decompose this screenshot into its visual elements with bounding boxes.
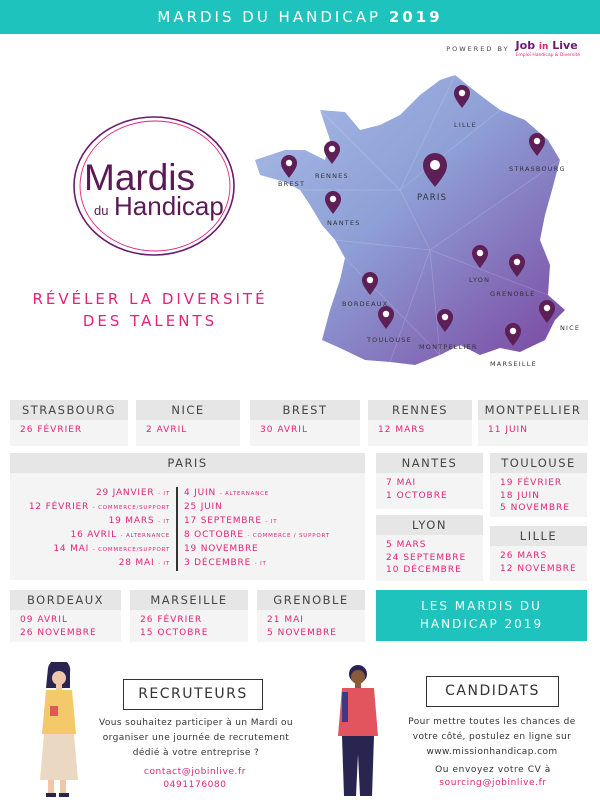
card-title: LYON — [376, 515, 483, 535]
card-title: LILLE — [490, 526, 587, 546]
paris-event: 12 FÉVRIER - COMMERCE/SUPPORT — [28, 502, 170, 512]
card-title: BORDEAUX — [10, 590, 121, 610]
card-strasbourg — [10, 400, 128, 446]
brand-in: in — [538, 42, 549, 52]
city-toulouse: TOULOUSE — [367, 336, 412, 344]
card-title: NANTES — [376, 453, 483, 473]
recruteurs-text-line: Vous souhaitez participer à un Mardi ou — [98, 718, 294, 728]
card-title: TOULOUSE — [490, 453, 587, 473]
card-lyon — [376, 515, 483, 581]
card-date: 18 JUIN — [500, 490, 540, 501]
banner-line1: LES MARDIS DU — [421, 599, 542, 613]
card-grenoble — [257, 590, 365, 642]
france-map — [250, 55, 600, 380]
card-title: PARIS — [10, 453, 365, 473]
city-montpellier: MONTPELLIER — [419, 343, 478, 351]
candidats-cv-label: Ou envoyez votre CV à — [435, 765, 551, 775]
card-date: 5 NOVEMBRE — [500, 503, 570, 513]
card-date: 26 FÉVRIER — [20, 425, 83, 435]
recruteurs-phone[interactable]: 0491176080 — [163, 780, 227, 790]
card-date: 10 DÉCEMBRE — [386, 565, 462, 575]
brand-live: Live — [552, 39, 578, 52]
header-year: 2019 — [388, 8, 443, 26]
paris-event: 17 SEPTEMBRE - IT — [184, 516, 278, 526]
card-montpellier — [478, 400, 588, 446]
paris-event: 25 JUIN — [184, 502, 223, 512]
paris-dates-left — [10, 487, 178, 571]
card-title: GRENOBLE — [257, 590, 365, 610]
city-strasbourg: STRASBOURG — [509, 165, 566, 173]
city-brest: BREST — [278, 180, 306, 188]
card-date: 12 MARS — [378, 425, 426, 435]
candidats-button[interactable]: CANDIDATS — [426, 676, 559, 707]
city-nantes: NANTES — [327, 219, 361, 227]
paris-dates-right — [178, 487, 330, 571]
city-bordeaux: BORDEAUX — [342, 300, 389, 308]
logo-word-mardis: Mardis — [84, 157, 196, 198]
candidats-text-line: votre côté, postulez en ligne sur — [412, 732, 572, 742]
candidats-text — [386, 715, 598, 760]
candidats-email[interactable]: sourcing@jobinlive.fr — [439, 778, 547, 788]
city-lille: LILLE — [454, 121, 477, 129]
recruteurs-button[interactable]: RECRUTEURS — [123, 679, 263, 710]
candidate-illustration — [332, 662, 384, 800]
card-nantes — [376, 453, 483, 509]
card-date: 15 OCTOBRE — [140, 627, 209, 638]
card-title: STRASBOURG — [10, 400, 128, 420]
city-lyon: LYON — [469, 276, 491, 284]
mardis-banner — [376, 590, 587, 641]
paris-event: 16 AVRIL - ALTERNANCE — [70, 530, 170, 540]
tagline-line2: DES TALENTS — [82, 312, 218, 330]
card-date: 5 NOVEMBRE — [267, 627, 337, 638]
card-date: 12 NOVEMBRE — [500, 563, 577, 574]
logo-word-du: du — [94, 203, 109, 218]
card-date: 30 AVRIL — [260, 425, 308, 435]
card-brest — [250, 400, 360, 446]
mardis-logo — [64, 112, 244, 260]
logo-word-handicap: Handicap — [114, 191, 224, 221]
card-date: 26 FÉVRIER — [140, 615, 203, 625]
card-rennes — [368, 400, 472, 446]
card-title: RENNES — [368, 400, 472, 420]
city-paris: PARIS — [417, 193, 448, 203]
city-marseille: MARSEILLE — [490, 360, 537, 368]
candidats-text-line: Pour mettre toutes les chances de — [408, 717, 576, 727]
candidats-website[interactable]: www.missionhandicap.com — [426, 747, 558, 757]
tagline-line1: RÉVÉLER LA DIVERSITÉ — [32, 290, 268, 308]
card-date: 1 OCTOBRE — [386, 490, 448, 501]
card-lille — [490, 526, 587, 581]
card-date: 2 AVRIL — [146, 425, 188, 435]
city-grenoble: GRENOBLE — [490, 290, 536, 298]
france-shape — [255, 75, 565, 365]
paris-event: 29 JANVIER - IT — [95, 488, 170, 498]
paris-event: 8 OCTOBRE - COMMERCE / SUPPORT — [184, 530, 330, 540]
powered-by-label: POWERED BY — [446, 45, 510, 53]
card-nice — [136, 400, 240, 446]
card-date: 09 AVRIL — [20, 615, 68, 625]
card-date: 7 MAI — [386, 478, 417, 488]
card-title: MARSEILLE — [130, 590, 248, 610]
banner-line2: HANDICAP 2019 — [419, 617, 544, 631]
card-bordeaux — [10, 590, 121, 642]
card-date: 24 SEPTEMBRE — [386, 552, 467, 563]
recruteurs-text-line: organiser une journée de recrutement — [102, 733, 290, 743]
paris-event: 14 MAI - COMMERCE/SUPPORT — [53, 544, 170, 554]
card-title: NICE — [136, 400, 240, 420]
card-date: 26 MARS — [500, 551, 548, 561]
header-bar — [0, 0, 600, 34]
card-date: 26 NOVEMBRE — [20, 627, 97, 638]
city-rennes: RENNES — [315, 172, 349, 180]
brand-job: Job — [515, 39, 536, 52]
card-date: 19 FÉVRIER — [500, 478, 563, 488]
card-date: 21 MAI — [267, 615, 304, 625]
header-title: MARDIS DU HANDICAP — [157, 8, 382, 26]
card-date: 11 JUIN — [488, 425, 528, 435]
card-paris — [10, 453, 365, 580]
paris-event: 19 NOVEMBRE — [184, 544, 259, 554]
card-date: 5 MARS — [386, 540, 427, 550]
brand-name — [516, 40, 578, 53]
city-nice: NICE — [560, 324, 581, 332]
recruteurs-email[interactable]: contact@jobinlive.fr — [143, 767, 247, 777]
paris-event: 19 MARS - IT — [108, 516, 170, 526]
recruteurs-text-line: dédié à votre entreprise ? — [132, 748, 260, 758]
paris-event: 3 DÉCEMBRE - IT — [184, 558, 267, 568]
recruteurs-text — [76, 716, 316, 761]
recruiter-illustration — [32, 662, 82, 800]
card-marseille — [130, 590, 248, 642]
paris-event: 4 JUIN - ALTERNANCE — [184, 488, 270, 498]
card-title: MONTPELLIER — [478, 400, 588, 420]
card-title: BREST — [250, 400, 360, 420]
paris-event: 28 MAI - IT — [118, 558, 170, 568]
brand-tagline: Emploi Handicap & Diversité — [515, 53, 580, 58]
card-toulouse — [490, 453, 587, 517]
